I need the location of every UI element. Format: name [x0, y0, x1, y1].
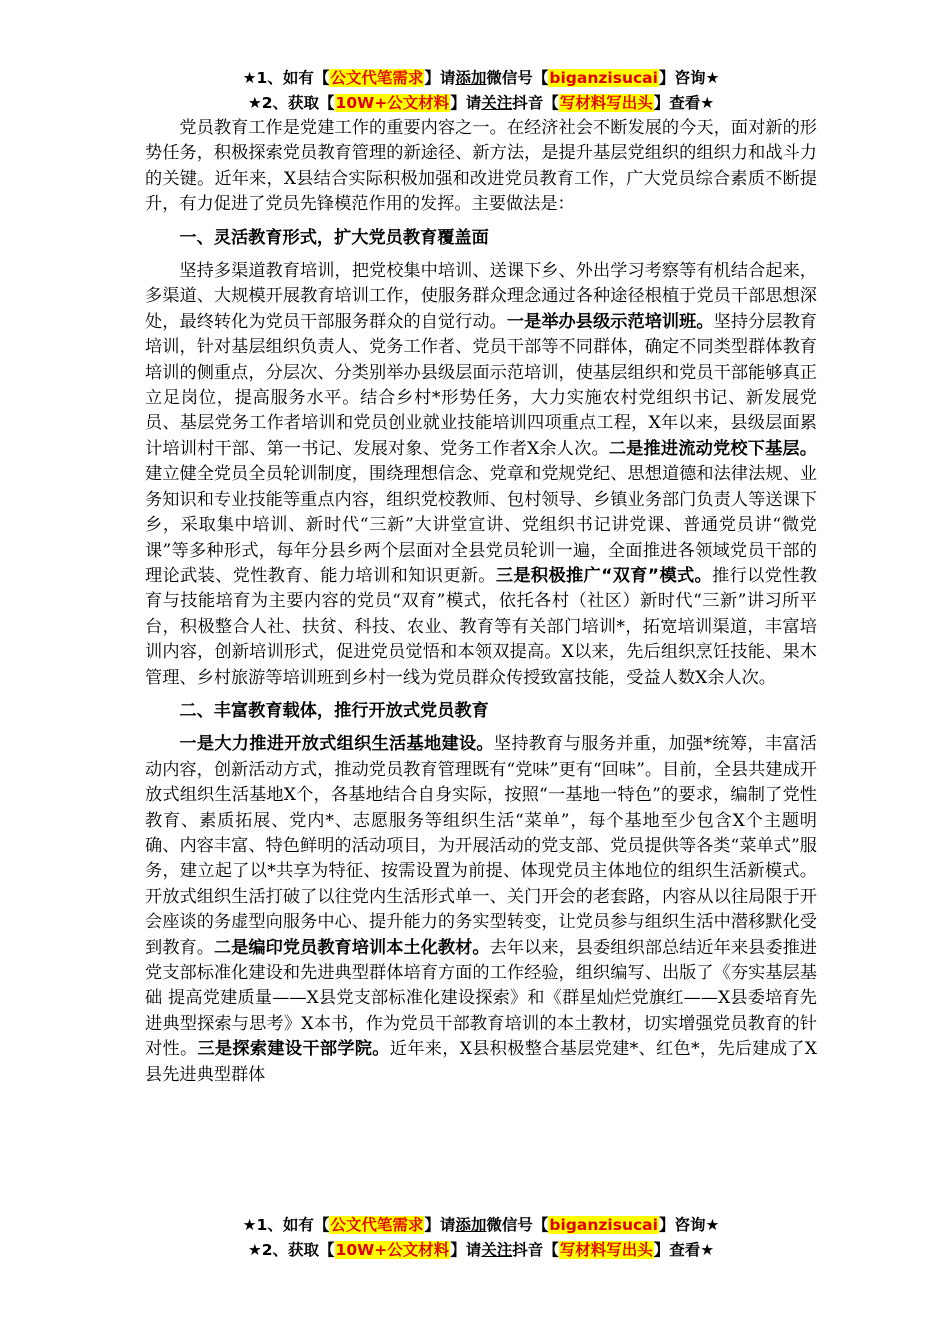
banner-text: ★1、如有【 — [242, 69, 330, 87]
highlight-text: 公文代笔需求 — [330, 1216, 424, 1234]
highlight-text: 写材料写出头 — [559, 1241, 653, 1259]
bold-point-2: 二是推进流动党校下基层。 — [608, 438, 817, 459]
highlight-text: biganzisucai — [549, 69, 658, 87]
highlight-text: 10W+公文材料 — [335, 1241, 450, 1259]
bold-point-3: 三是探索建设干部学院。 — [197, 1039, 390, 1060]
section-heading-1: 一、灵活教育形式，扩大党员教育覆盖面 — [179, 227, 489, 248]
banner-text: 抖音【 — [512, 1241, 559, 1259]
document-body — [145, 116, 817, 1088]
paragraph-text: 坚持多渠道教育培训，把党校集中培训、送课下乡、外出学习考察等有机结合起来，多渠道、大规模开展教育培训工作，使服务群众理念通过各种途径根植于党员干部思想深处，最终转化为党员干部服务群众的自觉行动。 — [145, 261, 817, 332]
banner-text: 】查看★ — [653, 94, 715, 112]
banner-text: 】请 — [450, 1241, 482, 1259]
banner-text: 抖音【 — [512, 94, 559, 112]
bold-point-1: 一是举办县级示范培训班。 — [506, 311, 714, 332]
banner-text: 微信号【 — [486, 69, 549, 87]
banner-text: 】咨询★ — [658, 69, 720, 87]
underlined-text: 关注 — [481, 1241, 513, 1259]
banner-text: 】请 — [424, 69, 456, 87]
banner-text: 微信号【 — [486, 1216, 549, 1234]
banner-text: ★2、获取【 — [247, 94, 335, 112]
highlight-text: 公文代笔需求 — [330, 69, 424, 87]
bold-point-2: 二是编印党员教育培训本土化教材。 — [213, 937, 490, 958]
banner-text: 】请 — [450, 94, 482, 112]
intro-paragraph: 党员教育工作是党建工作的重要内容之一。在经济社会不断发展的今天，面对新的形势任务，积极探索党员教育管理的新途径、新方法，是提升基层党组织的组织力和战斗力的关键。近年来，X县结合实际积极加强和改进党员教育工作，广大党员综合素质不断提升，有力促进了党员先锋模范作用的发挥。主要做法是： — [145, 118, 817, 215]
paragraph-text: 近年来，X县积极整合基层党建*、红色*，先后建成了X县先进典型群体 — [145, 1039, 817, 1085]
highlight-text: biganzisucai — [549, 1216, 658, 1234]
banner-text: ★1、如有【 — [242, 1216, 330, 1234]
banner-text: 】咨询★ — [658, 1216, 720, 1234]
underlined-text: 添加 — [455, 69, 487, 87]
section-1-paragraph — [145, 259, 817, 691]
paragraph-text: 去年以来，县委组织部总结近年来县委推进党支部标准化建设和先进典型群体培育方面的工作经验，组织编写、出版了《夯实基层基础 提高党建质量——X县党支部标准化建设探索》和《群星灿烂党旗红——X县委培育先进典型探索与思考》X本书，作为党员干部教育培训的本土教材，切实增强党员教育的针对性。 — [145, 937, 817, 1060]
highlight-text: 写材料写出头 — [559, 94, 653, 112]
banner-text: 】查看★ — [653, 1241, 715, 1259]
promo-banner-line-2 — [145, 91, 817, 116]
bold-point-1: 一是大力推进开放式组织生活基地建设。 — [179, 734, 494, 755]
section-heading-2: 二、丰富教育载体，推行开放式党员教育 — [179, 700, 489, 721]
promo-banner-line-1 — [145, 1213, 817, 1238]
underlined-text: 添加 — [455, 1216, 487, 1234]
paragraph-text: 坚持教育与服务并重，加强*统筹，丰富活动内容，创新活动方式，推动党员教育管理既有“党味”更有“回味”。目前，全县共建成开放式组织生活基地X个，各基地结合自身实际，按照“一基地一特色”的要求，编制了党性教育、素质拓展、党内*、志愿服务等组织生活“菜单”，每个基地至少包含X个主题明确、内容丰富、特色鲜明的活动项目，为开展活动的党支部、党员提供等各类“菜单式”服务，建立起了以*共享为特征、按需设置为前提、体现党员主体地位的组织生活新模式。开放式组织生活打破了以往党内生活形式单一、关门开会的老套路，内容从以往局限于开会座谈的务虚型向服务中心、提升能力的务实型转变，让党员参与组织生活中潜移默化受到教育。 — [145, 734, 817, 958]
section-2-paragraph — [145, 732, 817, 1088]
underlined-text: 关注 — [481, 94, 513, 112]
banner-text: ★2、获取【 — [247, 1241, 335, 1259]
footer-banner — [145, 1213, 817, 1263]
highlight-text: 10W+公文材料 — [335, 94, 450, 112]
bold-point-3: 三是积极推广“双育”模式。 — [495, 565, 713, 586]
paragraph-text: 坚持分层教育培训，针对基层组织负责人、党务工作者、党员干部等不同群体，确定不同类型群体教育培训的侧重点，分层次、分类别举办县级层面示范培训，使基层组织和党员干部能够真正立足岗位，提高服务水平。结合乡村*形势任务，大力实施农村党组织书记、新发展党员、基层党务工作者培训和党员创业就业技能培训四项重点工程，X年以来，县级层面累计培训村干部、第一书记、发展对象、党务工作者X余人次。 — [145, 311, 817, 459]
paragraph-text: 建立健全党员全员轮训制度，围绕理想信念、党章和党规党纪、思想道德和法律法规、业务知识和专业技能等重点内容，组织党校教师、包村领导、乡镇业务部门负责人等送课下乡，采取集中培训、新时代“三新”大讲堂宣讲、党组织书记讲党课、普通党员讲“微党课”等多种形式，每年分县乡两个层面对全县党员轮训一遍，全面推进各领域党员干部的理论武装、党性教育、能力培训和知识更新。 — [145, 464, 817, 586]
paragraph-text: 推行以党性教育与技能培育为主要内容的党员“双育”模式，依托各村（社区）新时代“三新”讲习所平台，积极整合人社、扶贫、科技、农业、教育等有关部门培训*，拓宽培训渠道，丰富培训内容，创新培训形式，促进党员觉悟和本领双提高。X以来，先后组织烹饪技能、果木管理、乡村旅游等培训班到乡村一线为党员群众传授致富技能，受益人数X余人次。 — [145, 565, 817, 688]
promo-banner-line-2 — [145, 1238, 817, 1263]
banner-text: 】请 — [424, 1216, 456, 1234]
promo-banner-line-1 — [145, 66, 817, 91]
